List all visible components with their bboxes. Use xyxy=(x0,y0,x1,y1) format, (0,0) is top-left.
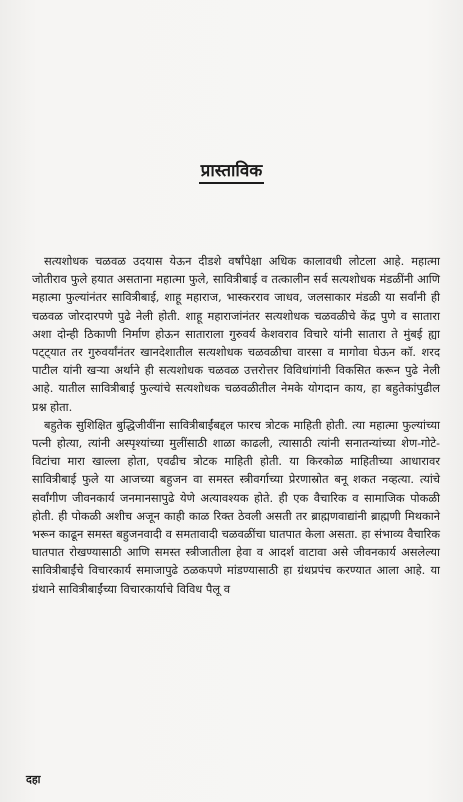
body-text xyxy=(32,252,440,598)
title-text: प्रास्ताविक xyxy=(199,161,265,184)
paragraph-1: सत्यशोधक चळवळ उदयास येऊन दीडशे वर्षांपेक्षा अधिक कालावधी लोटला आहे. महात्मा जोतीराव फुले हयात असताना महात्मा फुले, सावित्रीबाई व तत्कालीन सर्व सत्यशोधक मंडळींनी आणि महात्मा फुल्यांनंतर सावित्रीबाई, शाहू महाराज, भास्करराव जाधव, जलसाकार मंडळी या सर्वांनी ही चळवळ जोरदारपणे पुढे नेली होती. शाहू महाराजांनंतर सत्यशोधक चळवळीचे केंद्र पुणे व सातारा अशा दोन्ही ठिकाणी निर्माण होऊन साताराला गुरुवर्य केशवराव विचारे यांनी सातारा ते मुंबई ह्या पट्ट्यात तर गुरुवर्यांनंतर खानदेशातील सत्यशोधक चळवळीचा वारसा व मागोवा घेऊन कॉ. शरद पाटील यांनी खऱ्या अर्थाने ही सत्यशोधक चळवळ उत्तरोत्तर विविधांगांनी विकसित करून पुढे नेली आहे. यातील सावित्रीबाई फुल्यांचे सत्यशोधक चळवळीतील नेमके योगदान काय, हा बहुतेकांपुढील प्रश्न होता. xyxy=(32,254,441,414)
page-title xyxy=(0,158,463,181)
paragraph-2: बहुतेक सुशिक्षित बुद्धिजीवींना सावित्रीबाईंबद्दल फारच त्रोटक माहिती होती. त्या महात्मा फुल्यांच्या पत्नी होत्या, त्यांनी अस्पृश्यांच्या मुलींसाठी शाळा काढली, त्यासाठी त्यांनी सनातन्यांच्या शेण-गोटे-विटांचा मारा खाल्ला होता, एवढीच त्रोटक माहिती होती. या किरकोळ माहितीच्या आधारावर सावित्रीबाई फुले या आजच्या बहुजन वा समस्त स्त्रीवर्गाच्या प्रेरणास्रोत बनू शकत नव्हत्या. त्यांचे सर्वांगीण जीवनकार्य जनमानसापुढे येणे अत्यावश्यक होते. ही एक वैचारिक व सामाजिक पोकळी होती. ही पोकळी अशीच अजून काही काळ रिक्त ठेवली असती तर ब्राह्मणवाद्यांनी ब्राह्मणी मिथकाने भरून काढून समस्त बहुजनवादी व समतावादी चळवळींचा घातपात केला असता. हा संभाव्य वैचारिक घातपात रोखण्यासाठी आणि समस्त स्त्रीजातीला हेवा व आदर्श वाटावा असे जीवनकार्य असलेल्या सावित्रीबाईंचे विचारकार्य समाजापुढे ठळकपणे मांडण्यासाठी हा ग्रंथप्रपंच करण्यात आला आहे. या ग्रंथाने सावित्रीबाईंच्या विचारकार्याचे विविध पैलू व xyxy=(32,417,440,596)
page-number: दहा xyxy=(26,773,41,786)
